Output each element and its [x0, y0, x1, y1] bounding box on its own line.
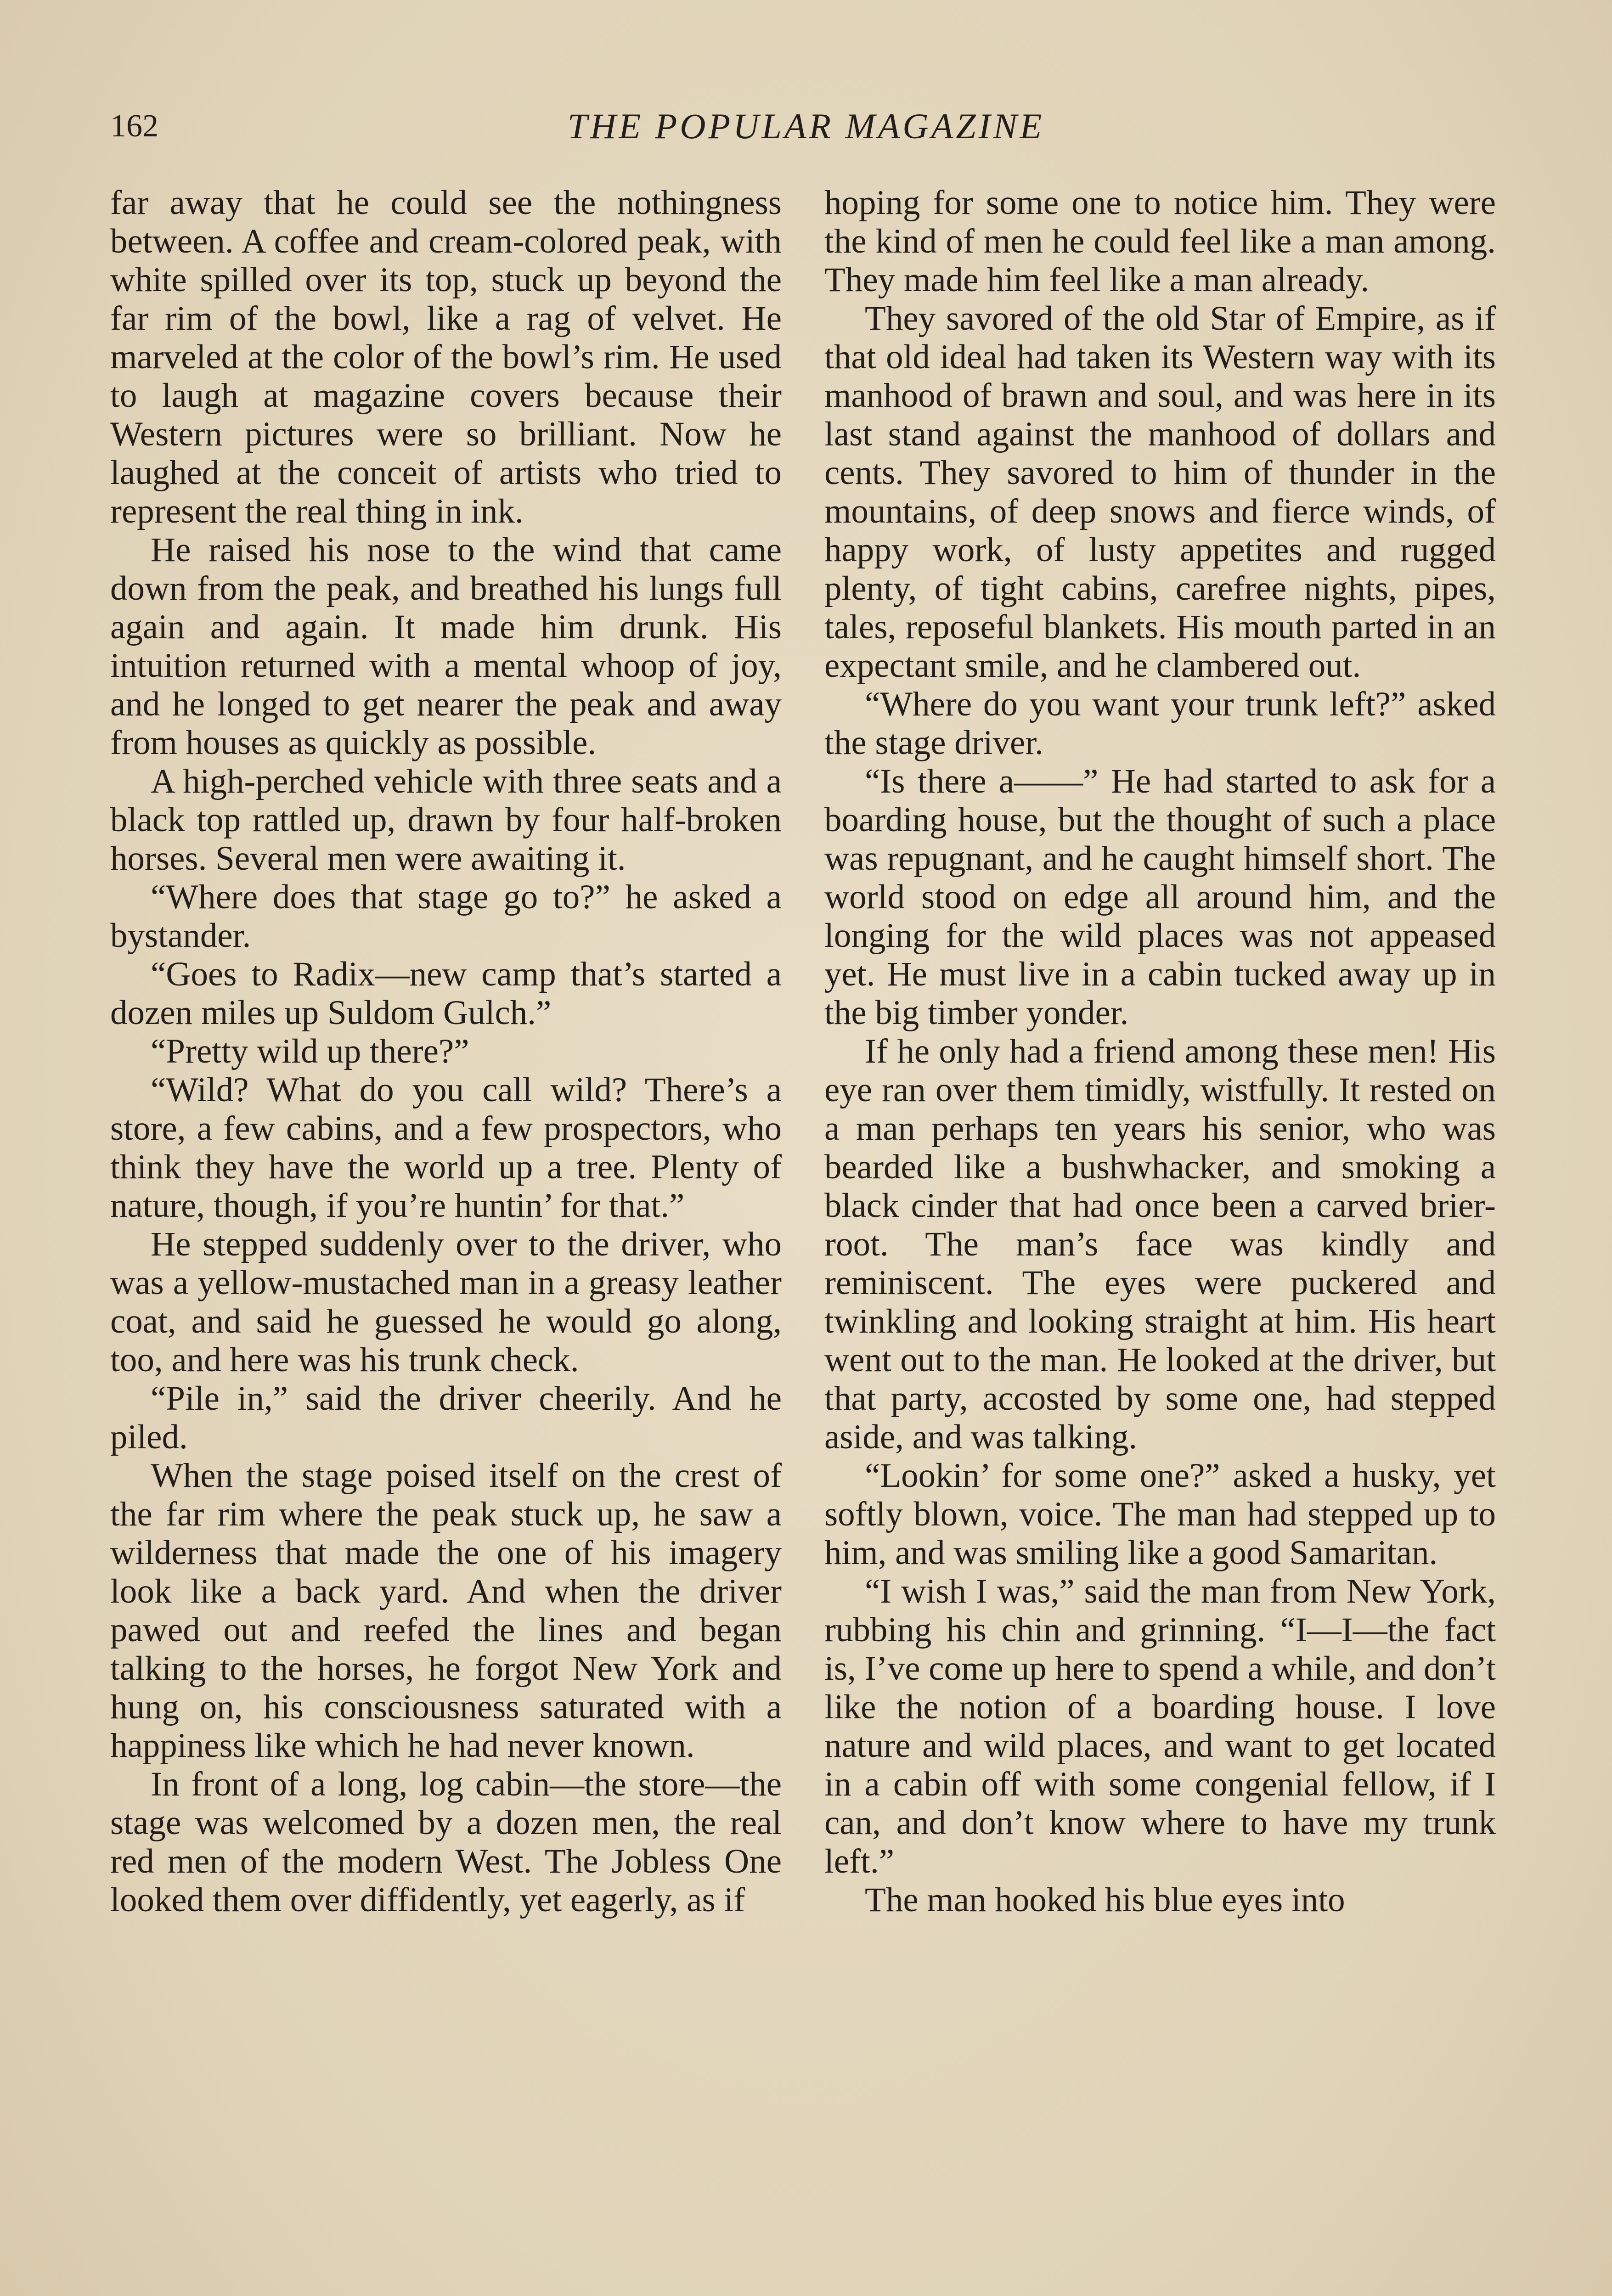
paragraph: The man hooked his blue eyes into — [865, 1881, 1345, 1919]
paragraph: “Pile in,” said the driver cheerily. And he piled. — [110, 1379, 782, 1456]
paragraph: “Pretty wild up there?” — [151, 1032, 469, 1070]
paragraph: He raised his nose to the wind that came down from the peak, and breathed his lungs full again and again. It made him drunk. His intuition returned with a mental whoop of joy, and he longed to get nearer the peak and away from houses as quickly as possible. — [110, 531, 782, 762]
paragraph: “Goes to Radix—new camp that’s started a dozen miles up Suldom Gulch.” — [110, 955, 782, 1032]
paragraph: He stepped suddenly over to the driver, who was a yellow-mustached man in a greasy leather coat, and said he guessed he would go along, too, and here was his trunk check. — [110, 1225, 782, 1379]
paragraph: “Wild? What do you call wild? There’s a store, a few cabins, and a few prospectors, who think they have the world up a tree. Plenty of nature, though, if you’re huntin’ for that.” — [110, 1071, 782, 1225]
running-title: THE POPULAR MAGAZINE — [567, 106, 1045, 146]
paragraph: When the stage poised itself on the crest of the far rim where the peak stuck up, he saw a wilderness that made the one of his imagery look like a back yard. And when the driver pawed out and reefed the lines and began talking to the horses, he forgot New York and hung on, his consciousness saturated with a happiness like which he had never known. — [110, 1457, 782, 1765]
paragraph: If he only had a friend among these men! His eye ran over them timidly, wistfully. It rested on a man perhaps ten years his senior, who was bearded like a bushwhacker, and smoking a black cinder that had once been a carved brier-root. The man’s face was kindly and reminiscent. The eyes were puckered and twinkling and looking straight at him. His heart went out to the man. He looked at the driver, but that party, accosted by some one, had stepped aside, and was talking. — [824, 1032, 1496, 1456]
paragraph: far away that he could see the nothingness between. A coffee and cream-colored peak, with white spilled over its top, stuck up beyond the far rim of the bowl, like a rag of velvet. He marveled at the color of the bowl’s rim. He used to laugh at magazine covers because their Western pictures were so brilliant. Now he laughed at the conceit of artists who tried to represent the real thing in ink. — [110, 184, 782, 530]
right-column — [824, 184, 1496, 1919]
page-number: 162 — [110, 108, 158, 144]
paragraph: “Is there a——” He had started to ask for a boarding house, but the thought of such a place was repugnant, and he caught himself short. The world stood on edge all around him, and the longing for the wild places was not appeased yet. He must live in a cabin tucked away up in the big timber yonder. — [824, 762, 1496, 1032]
left-column — [110, 184, 782, 1919]
paragraph: hoping for some one to notice him. They were the kind of men he could feel like a man among. They made him feel like a man already. — [824, 184, 1496, 299]
paragraph: “Lookin’ for some one?” asked a husky, yet softly blown, voice. The man had stepped up to him, and was smiling like a good Samaritan. — [824, 1457, 1496, 1572]
paragraph: They savored of the old Star of Empire, as if that old ideal had taken its Western way with its manhood of brawn and soul, and was here in its last stand against the manhood of dollars and cents. They savored to him of thunder in the mountains, of deep snows and fierce winds, of happy work, of lusty appetites and rugged plenty, of tight cabins, carefree nights, pipes, tales, reposeful blankets. His mouth parted in an expectant smile, and he clambered out. — [824, 299, 1496, 685]
paragraph: “Where does that stage go to?” he asked a bystander. — [110, 878, 782, 955]
page-header — [110, 99, 1502, 154]
paragraph: “I wish I was,” said the man from New York, rubbing his chin and grinning. “I—I—the fact is, I’ve come up here to spend a while, and don’t like the notion of a boarding house. I love nature and wild places, and want to get located in a cabin off with some congenial fellow, if I can, and don’t know where to have my trunk left.” — [824, 1572, 1496, 1880]
paragraph: A high-perched vehicle with three seats and a black top rattled up, drawn by four half-broken horses. Several men were awaiting it. — [110, 762, 782, 878]
paragraph: In front of a long, log cabin—the store—the stage was welcomed by a dozen men, the real red men of the modern West. The Jobless One looked them over diffidently, yet eagerly, as if — [110, 1765, 782, 1919]
paragraph: “Where do you want your trunk left?” asked the stage driver. — [824, 685, 1496, 762]
